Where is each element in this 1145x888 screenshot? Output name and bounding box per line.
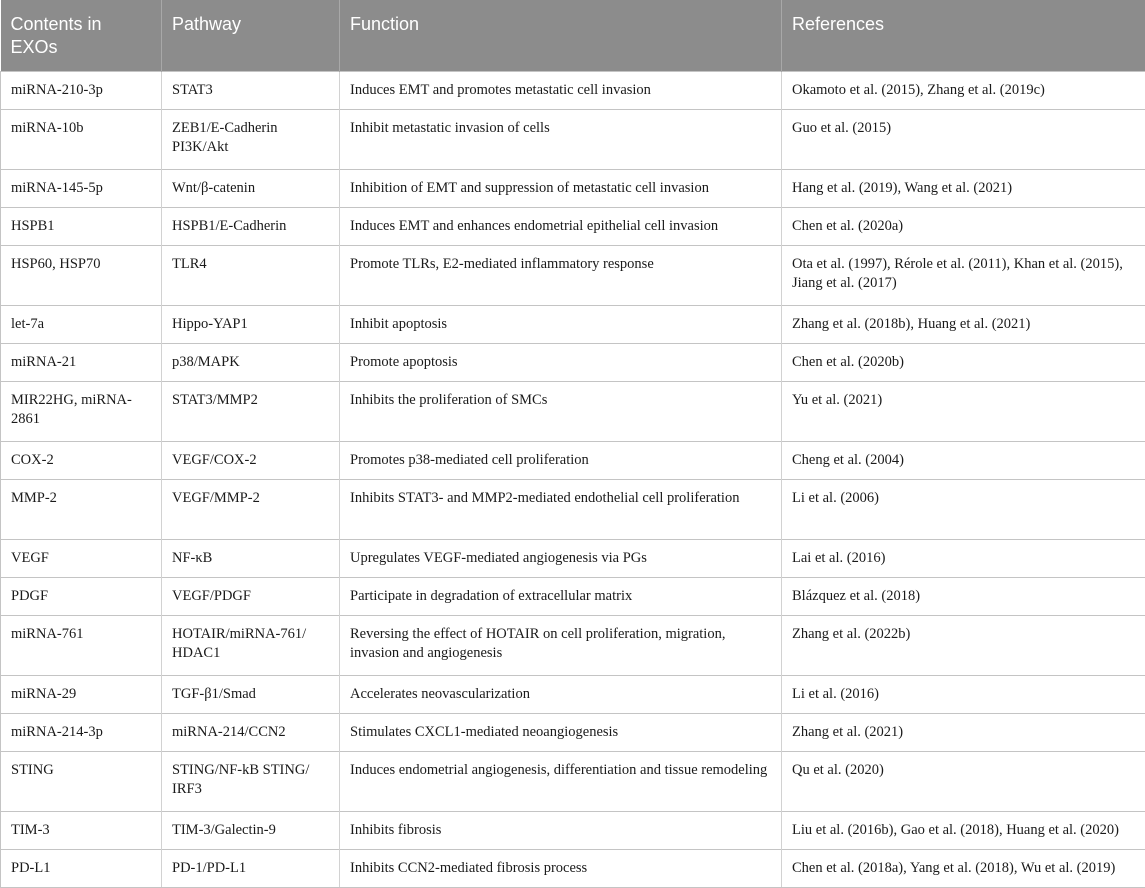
table-row	[1, 713, 1145, 751]
column-header-contents: Contents in EXOs	[1, 0, 162, 71]
cell-contents: TIM-3	[1, 811, 162, 849]
cell-contents: COX-2	[1, 441, 162, 479]
cell-references: Okamoto et al. (2015), Zhang et al. (2019c)	[782, 71, 1145, 109]
cell-pathway: ZEB1/E-Cadherin PI3K/Akt	[162, 109, 340, 169]
cell-pathway: VEGF/COX-2	[162, 441, 340, 479]
table-row	[1, 305, 1145, 343]
table-row	[1, 169, 1145, 207]
cell-contents: miRNA-21	[1, 343, 162, 381]
cell-pathway: STAT3	[162, 71, 340, 109]
cell-contents: let-7a	[1, 305, 162, 343]
cell-function: Inhibits CCN2-mediated fibrosis process	[340, 849, 782, 887]
cell-contents: miRNA-210-3p	[1, 71, 162, 109]
cell-references: Blázquez et al. (2018)	[782, 577, 1145, 615]
table-row	[1, 381, 1145, 441]
cell-pathway: STING/NF-kB STING/ IRF3	[162, 751, 340, 811]
cell-contents: MMP-2	[1, 479, 162, 539]
cell-contents: miRNA-10b	[1, 109, 162, 169]
cell-pathway: p38/MAPK	[162, 343, 340, 381]
cell-references: Liu et al. (2016b), Gao et al. (2018), Huang et al. (2020)	[782, 811, 1145, 849]
column-header-function: Function	[340, 0, 782, 71]
cell-function: Inhibit metastatic invasion of cells	[340, 109, 782, 169]
cell-function: Reversing the effect of HOTAIR on cell proliferation, migration, invasion and angiogenesis	[340, 615, 782, 675]
cell-contents: miRNA-214-3p	[1, 713, 162, 751]
table-row	[1, 577, 1145, 615]
table-row	[1, 71, 1145, 109]
cell-references: Zhang et al. (2018b), Huang et al. (2021)	[782, 305, 1145, 343]
cell-pathway: HOTAIR/miRNA-761/ HDAC1	[162, 615, 340, 675]
cell-function: Participate in degradation of extracellular matrix	[340, 577, 782, 615]
table-row	[1, 539, 1145, 577]
table-row	[1, 751, 1145, 811]
cell-function: Upregulates VEGF-mediated angiogenesis via PGs	[340, 539, 782, 577]
cell-pathway: STAT3/MMP2	[162, 381, 340, 441]
cell-contents: HSPB1	[1, 207, 162, 245]
table-row	[1, 245, 1145, 305]
cell-references: Hang et al. (2019), Wang et al. (2021)	[782, 169, 1145, 207]
table-header	[1, 0, 1145, 71]
cell-function: Inhibits the proliferation of SMCs	[340, 381, 782, 441]
cell-references: Chen et al. (2018a), Yang et al. (2018), Wu et al. (2019)	[782, 849, 1145, 887]
cell-pathway: VEGF/PDGF	[162, 577, 340, 615]
cell-references: Li et al. (2006)	[782, 479, 1145, 539]
cell-references: Zhang et al. (2021)	[782, 713, 1145, 751]
table-row	[1, 615, 1145, 675]
cell-contents: miRNA-145-5p	[1, 169, 162, 207]
cell-function: Inhibits STAT3- and MMP2-mediated endothelial cell proliferation	[340, 479, 782, 539]
cell-references: Li et al. (2016)	[782, 675, 1145, 713]
cell-references: Qu et al. (2020)	[782, 751, 1145, 811]
cell-contents: VEGF	[1, 539, 162, 577]
cell-pathway: TLR4	[162, 245, 340, 305]
cell-pathway: PD-1/PD-L1	[162, 849, 340, 887]
cell-references: Guo et al. (2015)	[782, 109, 1145, 169]
table-row	[1, 109, 1145, 169]
cell-contents: miRNA-29	[1, 675, 162, 713]
cell-function: Promote apoptosis	[340, 343, 782, 381]
column-header-references: References	[782, 0, 1145, 71]
cell-references: Cheng et al. (2004)	[782, 441, 1145, 479]
cell-references: Lai et al. (2016)	[782, 539, 1145, 577]
cell-pathway: Hippo-YAP1	[162, 305, 340, 343]
cell-references: Chen et al. (2020a)	[782, 207, 1145, 245]
table-row	[1, 811, 1145, 849]
cell-references: Ota et al. (1997), Rérole et al. (2011), Khan et al. (2015), Jiang et al. (2017)	[782, 245, 1145, 305]
cell-function: Accelerates neovascularization	[340, 675, 782, 713]
column-header-pathway: Pathway	[162, 0, 340, 71]
cell-references: Chen et al. (2020b)	[782, 343, 1145, 381]
cell-pathway: VEGF/MMP-2	[162, 479, 340, 539]
cell-references: Zhang et al. (2022b)	[782, 615, 1145, 675]
table-row	[1, 849, 1145, 887]
cell-pathway: NF-κB	[162, 539, 340, 577]
cell-function: Induces EMT and enhances endometrial epithelial cell invasion	[340, 207, 782, 245]
cell-contents: miRNA-761	[1, 615, 162, 675]
table-row	[1, 675, 1145, 713]
table-row	[1, 207, 1145, 245]
table-row	[1, 479, 1145, 539]
cell-function: Induces endometrial angiogenesis, differentiation and tissue remodeling	[340, 751, 782, 811]
cell-references: Yu et al. (2021)	[782, 381, 1145, 441]
cell-function: Promote TLRs, E2-mediated inflammatory response	[340, 245, 782, 305]
cell-function: Stimulates CXCL1-mediated neoangiogenesis	[340, 713, 782, 751]
cell-function: Induces EMT and promotes metastatic cell invasion	[340, 71, 782, 109]
cell-contents: STING	[1, 751, 162, 811]
cell-contents: MIR22HG, miRNA-2861	[1, 381, 162, 441]
cell-pathway: miRNA-214/CCN2	[162, 713, 340, 751]
cell-pathway: Wnt/β-catenin	[162, 169, 340, 207]
table-row	[1, 441, 1145, 479]
cell-pathway: TIM-3/Galectin-9	[162, 811, 340, 849]
cell-pathway: HSPB1/E-Cadherin	[162, 207, 340, 245]
cell-pathway: TGF-β1/Smad	[162, 675, 340, 713]
table-row	[1, 343, 1145, 381]
cell-function: Inhibition of EMT and suppression of metastatic cell invasion	[340, 169, 782, 207]
cell-contents: PDGF	[1, 577, 162, 615]
cell-function: Promotes p38-mediated cell proliferation	[340, 441, 782, 479]
cell-contents: HSP60, HSP70	[1, 245, 162, 305]
table-body	[1, 71, 1145, 887]
cell-function: Inhibits fibrosis	[340, 811, 782, 849]
cell-function: Inhibit apoptosis	[340, 305, 782, 343]
cell-contents: PD-L1	[1, 849, 162, 887]
